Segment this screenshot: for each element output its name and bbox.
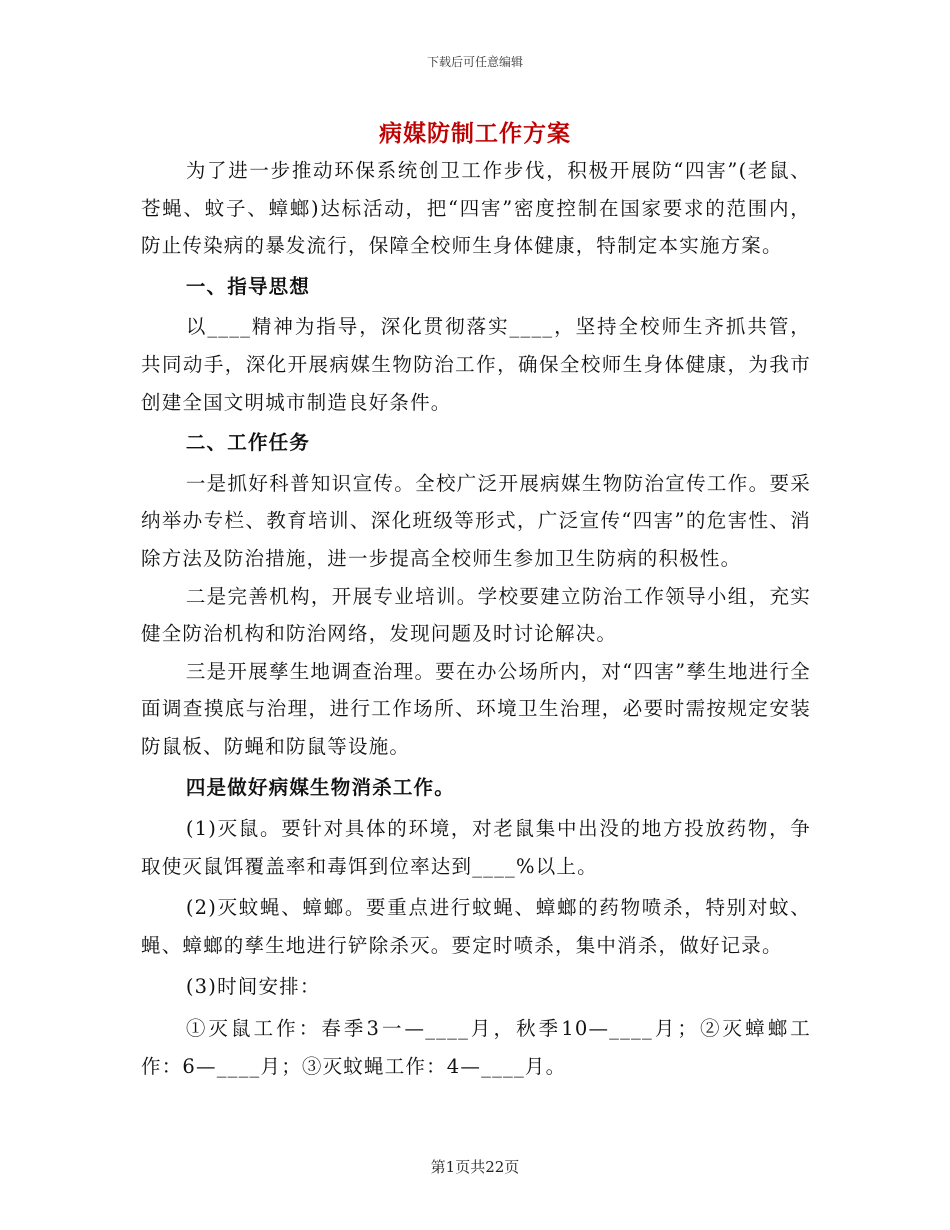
schedule-paragraph: ①灭鼠工作：春季3一—____月，秋季10—____月；②灭蟑螂工作：6—____月；③灭蚊蝇工作：4—____月。 bbox=[141, 1017, 811, 1078]
task-paragraph-3: 三是开展孳生地调查治理。要在办公场所内，对“四害”孳生地进行全面调查摸底与治理，进行工作场所、环境卫生治理，必要时需按规定安装防鼠板、防蝇和防鼠等设施。 bbox=[141, 659, 811, 758]
section-heading-work-tasks: 二、工作任务 bbox=[185, 431, 311, 455]
page-footer: 第1页共22页 bbox=[430, 1158, 520, 1176]
document-title: 病媒防制工作方案 bbox=[379, 121, 571, 147]
task-paragraph-2: 二是完善机构，开展专业培训。学校要建立防治工作领导小组，充实健全防治机构和防治网络，发现问题及时讨论解决。 bbox=[141, 584, 811, 646]
task-paragraph-1: 一是抓好科普知识宣传。全校广泛开展病媒生物防治宣传工作。要采纳举办专栏、教育培训、深化班级等形式，广泛宣传“四害”的危害性、消除方法及防治措施，进一步提高全校师生参加卫生防病的积极性。 bbox=[141, 471, 811, 570]
page-header: 下载后可任意编辑 bbox=[426, 55, 523, 69]
document-body bbox=[141, 152, 811, 1085]
intro-paragraph: 为了进一步推动环保系统创卫工作步伐，积极开展防“四害”(老鼠、苍蝇、蚊子、蟑螂)达标活动，把“四害”密度控制在国家要求的范围内，防止传染病的暴发流行，保障全校师生身体健康，特制定本实施方案。 bbox=[141, 159, 811, 258]
task-heading-4: 四是做好病媒生物消杀工作。 bbox=[185, 775, 455, 799]
task-item-schedule-label: (3)时间安排： bbox=[185, 975, 321, 999]
section-heading-guiding-ideology: 一、指导思想 bbox=[185, 274, 311, 298]
task-item-rodent-control: (1)灭鼠。要针对具体的环境，对老鼠集中出没的地方投放药物，争取使灭鼠饵覆盖率和毒饵到位率达到____%以上。 bbox=[141, 817, 811, 878]
task-item-mosquito-fly-cockroach: (2)灭蚊蝇、蟑螂。要重点进行蚊蝇、蟑螂的药物喷杀，特别对蚊、蝇、蟑螂的孳生地进行铲除杀灭。要定时喷杀，集中消杀，做好记录。 bbox=[141, 896, 811, 957]
guiding-ideology-paragraph: 以____精神为指导，深化贯彻落实____，坚持全校师生齐抓共管，共同动手，深化开展病媒生物防治工作，确保全校师生身体健康，为我市创建全国文明城市制造良好条件。 bbox=[141, 315, 811, 414]
